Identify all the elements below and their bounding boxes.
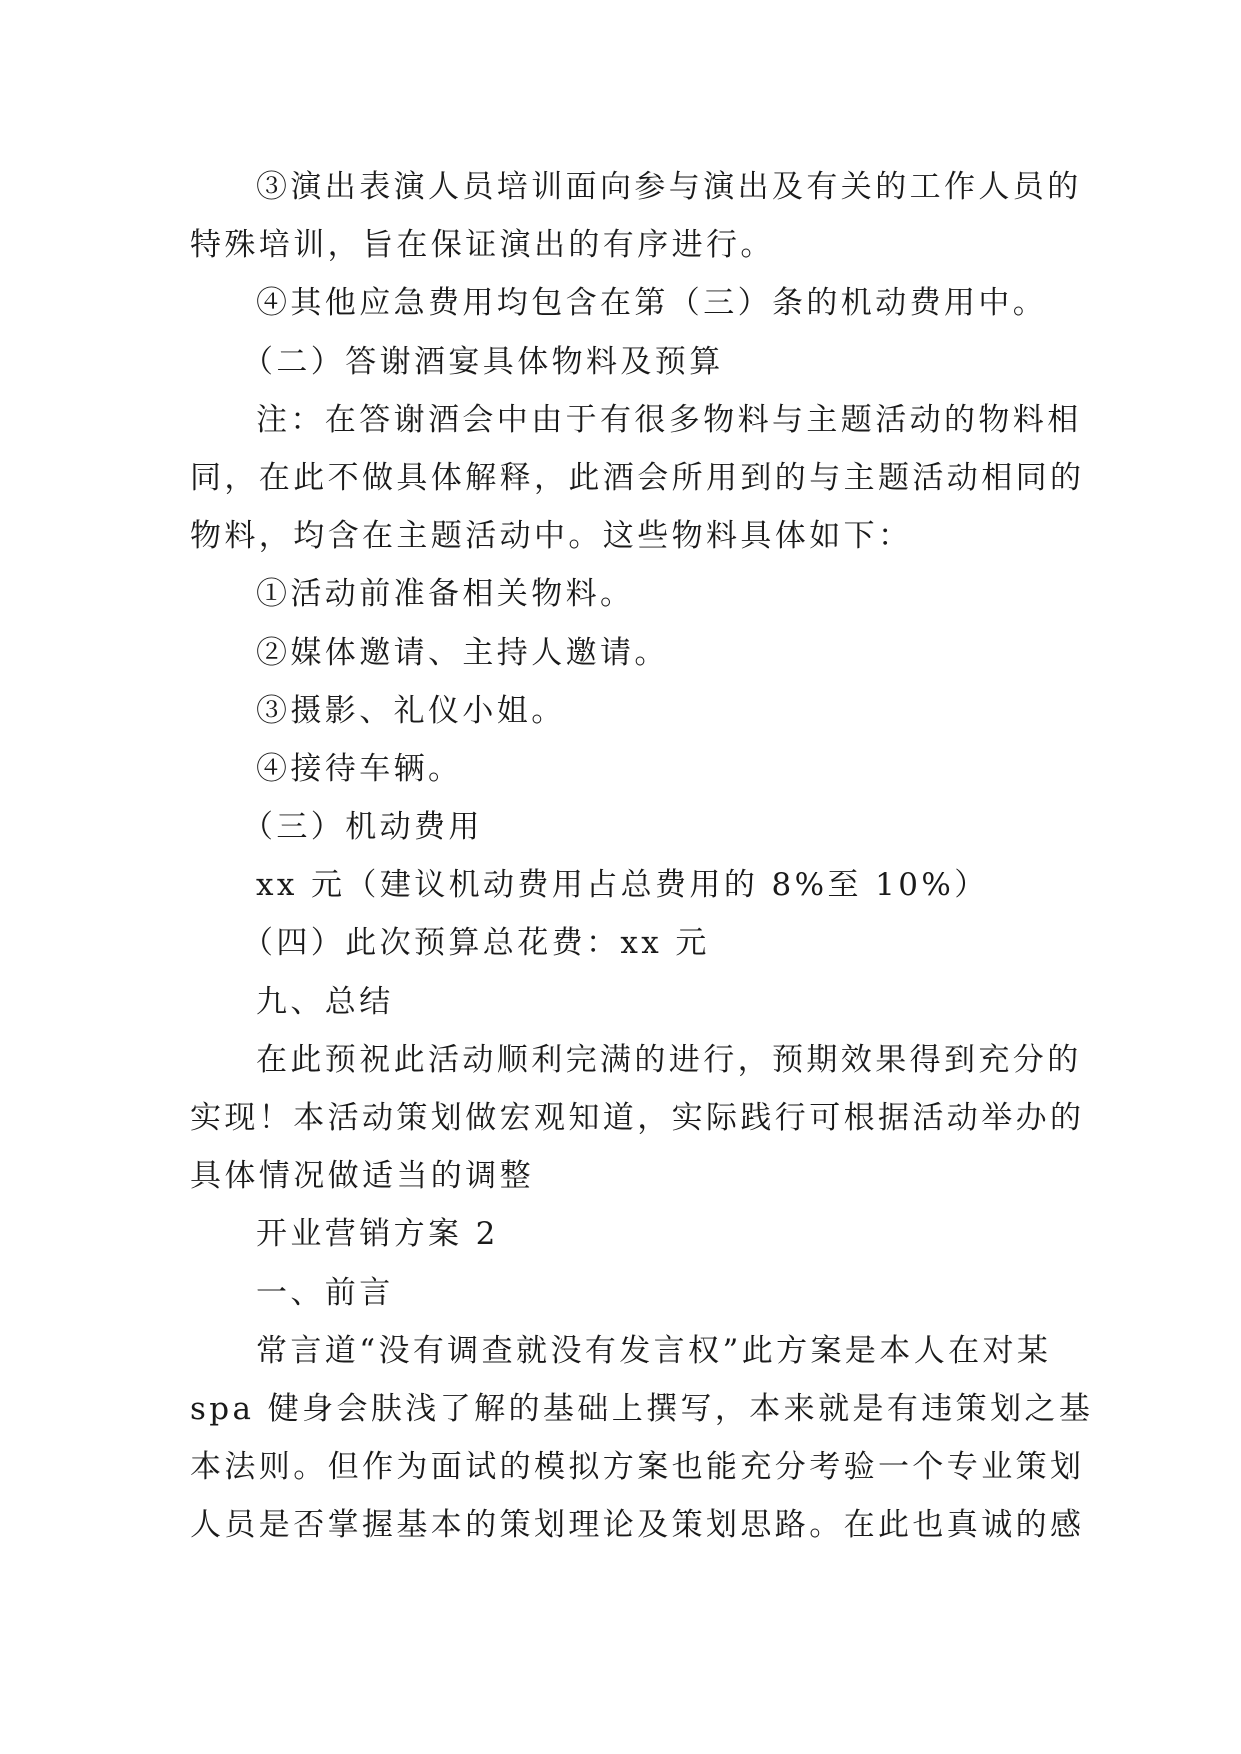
text-line: ③演出表演人员培训面向参与演出及有关的工作人员的 <box>256 169 1082 205</box>
text-line: 常言道“没有调查就没有发言权”此方案是本人在对某 <box>256 1332 1052 1369</box>
text-line: 在此预祝此活动顺利完满的进行，预期效果得到充分的 <box>256 1041 1082 1078</box>
text-line: spa 健身会肤浅了解的基础上撰写，本来就是有违策划之基 <box>190 1390 1094 1427</box>
list-item: ④接待车辆。 <box>256 750 463 787</box>
section-heading: 一、前言 <box>256 1274 394 1311</box>
text-line: 具体情况做适当的调整 <box>190 1158 534 1195</box>
section-heading: （二）答谢酒宴具体物料及预算 <box>242 343 724 380</box>
text-line: 注：在答谢酒会中由于有很多物料与主题活动的物料相 <box>256 401 1082 438</box>
text-line: 同，在此不做具体解释，此酒会所用到的与主题活动相同的 <box>190 459 1085 496</box>
text-line: 物料，均含在主题活动中。这些物料具体如下： <box>190 518 913 555</box>
text-line: 本法则。但作为面试的模拟方案也能充分考验一个专业策划 <box>190 1449 1085 1486</box>
section-heading: （四）此次预算总花费：xx 元 <box>242 925 710 962</box>
list-item: ①活动前准备相关物料。 <box>256 576 635 613</box>
text-line: 特殊培训，旨在保证演出的有序进行。 <box>190 227 775 264</box>
document-body <box>190 158 1094 1555</box>
text-line: ④其他应急费用均包含在第（三）条的机动费用中。 <box>256 285 1048 322</box>
list-item: ③摄影、礼仪小姐。 <box>256 692 566 729</box>
text-line: 人员是否掌握基本的策划理论及策划思路。在此也真诚的感 <box>190 1507 1085 1544</box>
list-item: ②媒体邀请、主持人邀请。 <box>256 634 669 671</box>
section-heading: 九、总结 <box>256 983 394 1020</box>
document-title: 开业营销方案 2 <box>256 1216 499 1253</box>
text-line: xx 元（建议机动费用占总费用的 8%至 10%） <box>256 867 989 904</box>
text-line: 实现！本活动策划做宏观知道，实际践行可根据活动举办的 <box>190 1100 1085 1136</box>
section-heading: （三）机动费用 <box>242 809 483 846</box>
